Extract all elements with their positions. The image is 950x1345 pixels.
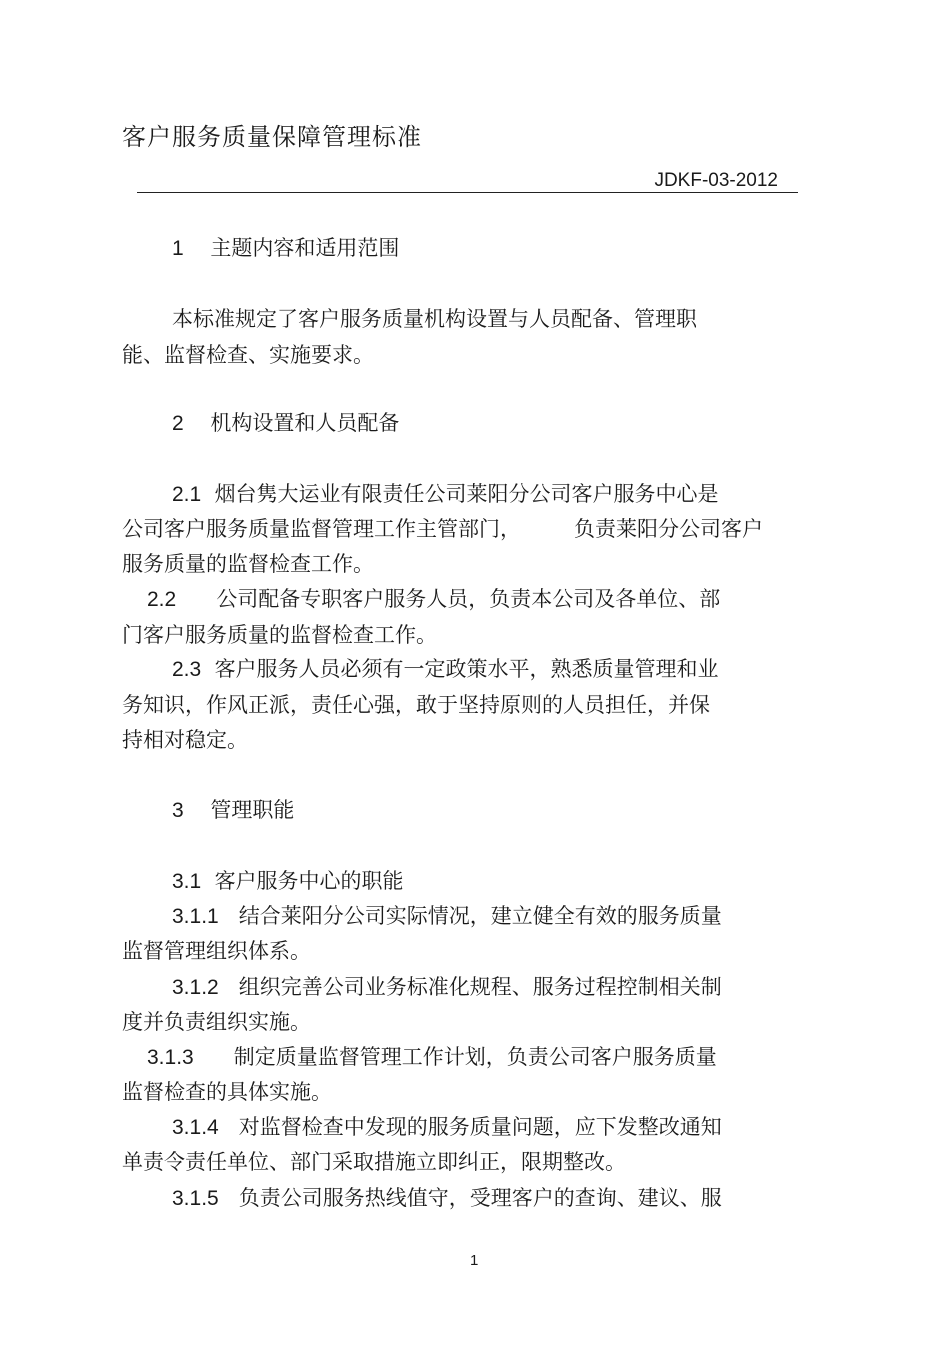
clause-text: 组织完善公司业务标准化规程、服务过程控制相关制: [238, 975, 722, 999]
paragraph-line: 服务质量的监督检查工作。: [122, 552, 374, 576]
clause-text: 结合莱阳分公司实际情况，建立健全有效的服务质量: [238, 904, 722, 928]
clause-text: 烟台隽大运业有限责任公司莱阳分公司客户服务中心是: [214, 482, 719, 506]
clause-3-1-2-line-1: [172, 975, 722, 1000]
clause-number: 2.1: [172, 483, 202, 506]
section-number: 2: [172, 412, 184, 435]
clause-3-1-1-line-1: [172, 904, 722, 929]
paragraph-line: 门客户服务质量的监督检查工作。: [122, 623, 437, 647]
clause-3-1: [172, 869, 404, 894]
clause-2-1-line-2: [122, 517, 763, 541]
clause-number: 2.3: [172, 658, 202, 681]
clause-text: 负责公司服务热线值守，受理客户的查询、建议、服: [238, 1186, 722, 1210]
section-1-heading: [172, 236, 399, 261]
clause-text: 制定质量监督管理工作计划，负责公司客户服务质量: [233, 1045, 717, 1069]
document-code: JDKF-03-2012: [654, 170, 778, 191]
clause-text: 客户服务中心的职能: [214, 869, 404, 893]
clause-3-1-3-line-1: [147, 1045, 717, 1070]
clause-text: 公司客户服务质量监督管理工作主管部门，: [122, 517, 521, 541]
paragraph-line: 能、监督检查、实施要求。: [122, 343, 374, 367]
paragraph-line: 监督检查的具体实施。: [122, 1080, 332, 1104]
paragraph-line: 单责令责任单位、部门采取措施立即纠正，限期整改。: [122, 1150, 626, 1174]
paragraph-line: 本标准规定了客户服务质量机构设置与人员配备、管理职: [172, 307, 697, 331]
paragraph-line: 监督管理组织体系。: [122, 939, 311, 963]
section-title: 管理职能: [210, 798, 295, 822]
section-title: 机构设置和人员配备: [210, 411, 400, 435]
clause-number: 3.1.1: [172, 905, 219, 928]
clause-text: 客户服务人员必须有一定政策水平，熟悉质量管理和业: [214, 657, 719, 681]
header-divider: [137, 192, 798, 193]
paragraph-line: 务知识，作风正派，责任心强，敢于坚持原则的人员担任，并保: [122, 693, 710, 717]
clause-2-2-line-1: [147, 587, 720, 612]
clause-2-1-line-1: [172, 482, 719, 507]
clause-text: 公司配备专职客户服务人员，负责本公司及各单位、部: [216, 587, 721, 611]
section-number: 1: [172, 237, 184, 260]
section-title: 主题内容和适用范围: [210, 236, 400, 260]
paragraph-line: 度并负责组织实施。: [122, 1010, 311, 1034]
paragraph-line: 持相对稳定。: [122, 728, 248, 752]
clause-3-1-5-line-1: [172, 1186, 722, 1211]
clause-number: 3.1.3: [147, 1046, 194, 1069]
clause-number: 3.1: [172, 870, 202, 893]
clause-text: 对监督检查中发现的服务质量问题，应下发整改通知: [238, 1115, 722, 1139]
section-number: 3: [172, 799, 184, 822]
document-title: 客户服务质量保障管理标准: [122, 123, 422, 151]
clause-2-3-line-1: [172, 657, 719, 682]
clause-number: 3.1.2: [172, 976, 219, 999]
clause-number: 2.2: [147, 588, 177, 611]
section-2-heading: [172, 411, 399, 436]
section-3-heading: [172, 798, 294, 823]
clause-3-1-4-line-1: [172, 1115, 722, 1140]
clause-number: 3.1.4: [172, 1116, 219, 1139]
clause-number: 3.1.5: [172, 1187, 219, 1210]
page-number: 1: [470, 1252, 479, 1269]
clause-text: 负责莱阳分公司客户: [574, 517, 763, 541]
